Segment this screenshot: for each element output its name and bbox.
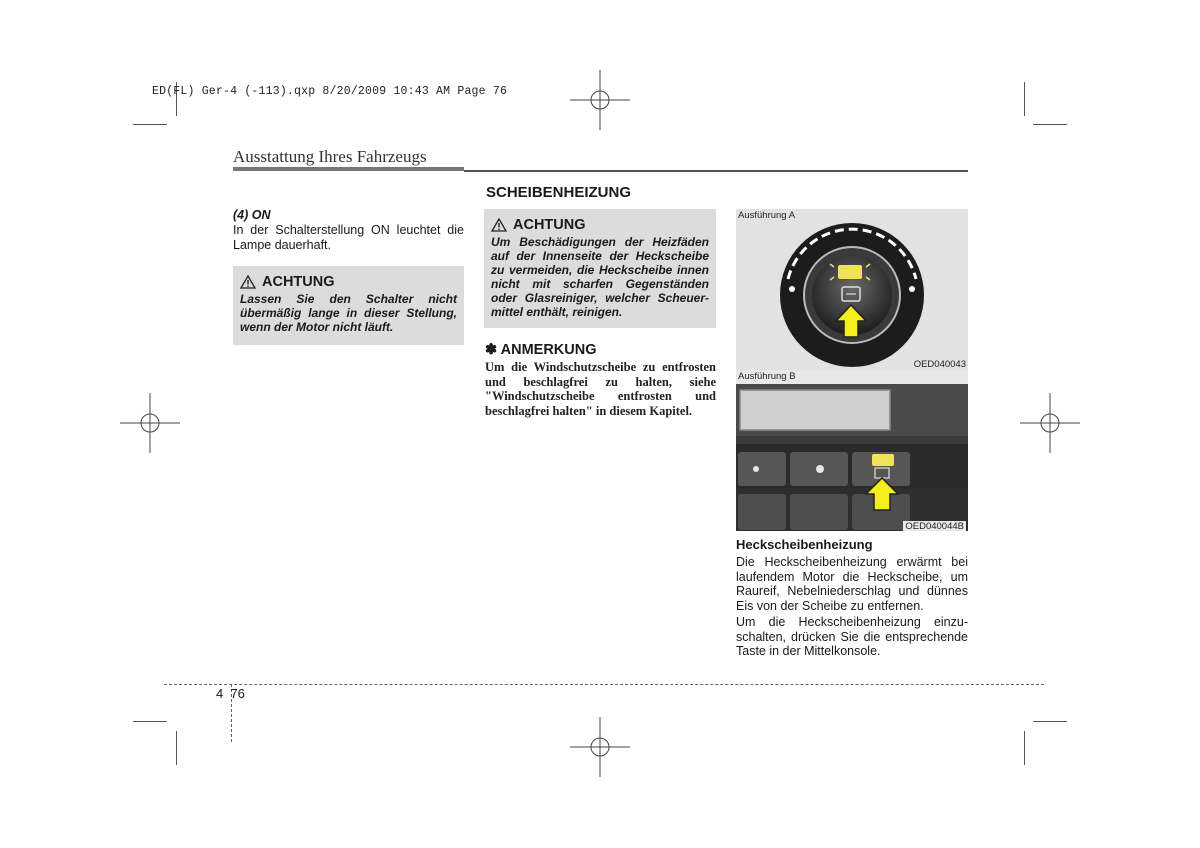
chapter-title: Ausstattung Ihres Fahrzeugs bbox=[233, 147, 427, 166]
header-rule bbox=[464, 170, 968, 172]
crop-mark bbox=[1033, 124, 1067, 125]
note-text: Um die Windschutzscheibe zu entfrosten und beschlagfrei zu halten, siehe "Windschutzscheibe entfrosten und beschlagfrei halten" in diesem Kapitel. bbox=[485, 360, 716, 418]
caution-text: Um Beschädigungen der Heizfäden auf der Innenseite der Heckscheibe zu vermeiden, die Heckscheibe innen nicht mit scharfen Gegenständen oder Glasreiniger, welcher Scheuer-mittel enthält, reinigen. bbox=[491, 235, 709, 319]
crop-mark bbox=[133, 124, 167, 125]
climate-panel-image bbox=[736, 370, 968, 531]
crop-mark bbox=[1024, 82, 1025, 116]
caution-text: Lassen Sie den Schalter nicht übermäßig lange in dieser Stellung, wenn der Motor nicht läuft. bbox=[240, 292, 457, 334]
figure-b-label: Ausführung B bbox=[738, 371, 796, 382]
registration-mark-icon bbox=[570, 70, 630, 130]
figure-b-code: OED040044B bbox=[905, 521, 964, 531]
defroster-knob-image bbox=[736, 209, 968, 370]
crop-mark bbox=[1033, 721, 1067, 722]
crop-mark bbox=[133, 721, 167, 722]
crop-mark bbox=[1024, 731, 1025, 765]
section-title: SCHEIBENHEIZUNG bbox=[486, 184, 632, 201]
caution-title: ACHTUNG bbox=[262, 274, 335, 290]
crop-mark bbox=[176, 731, 177, 765]
subhead-on: (4) ON bbox=[233, 208, 271, 222]
warning-triangle-icon bbox=[240, 275, 256, 289]
paragraph: Um die Heckscheibenheizung einzu-schalten, drücken Sie die entsprechende Taste in der Mittelkonsole. bbox=[736, 615, 968, 658]
on-description: In der Schalterstellung ON leuchtet die Lampe dauerhaft. bbox=[233, 223, 464, 252]
figure-b bbox=[736, 370, 968, 531]
page-number: 4 76 bbox=[216, 686, 245, 701]
figure-a-code: OED040043 bbox=[913, 359, 966, 370]
print-slug: ED(FL) Ger-4 (-113).qxp 8/20/2009 10:43 AM Page 76 bbox=[152, 85, 508, 98]
registration-mark-icon bbox=[570, 717, 630, 777]
paragraph: Die Heckscheibenheizung erwärmt bei laufendem Motor die Heckscheibe, um Raureif, Nebelniederschlag und dünnes Eis von der Scheibe zu entfernen. bbox=[736, 555, 968, 613]
caution-box-left bbox=[233, 266, 464, 345]
figure-a bbox=[736, 209, 968, 370]
chapter-bar bbox=[233, 167, 464, 171]
registration-mark-icon bbox=[120, 393, 180, 453]
caution-heading bbox=[240, 274, 457, 290]
figure-a-label: Ausführung A bbox=[738, 210, 796, 221]
note-title: ✽ ANMERKUNG bbox=[485, 342, 597, 358]
footer-rule bbox=[164, 684, 1044, 685]
caution-box-mid bbox=[484, 209, 716, 328]
rear-defroster-body bbox=[736, 555, 968, 661]
warning-triangle-icon bbox=[491, 218, 507, 232]
rear-defroster-title: Heckscheibenheizung bbox=[736, 537, 873, 552]
registration-mark-icon bbox=[1020, 393, 1080, 453]
caution-heading bbox=[491, 217, 709, 233]
caution-title: ACHTUNG bbox=[513, 217, 586, 233]
